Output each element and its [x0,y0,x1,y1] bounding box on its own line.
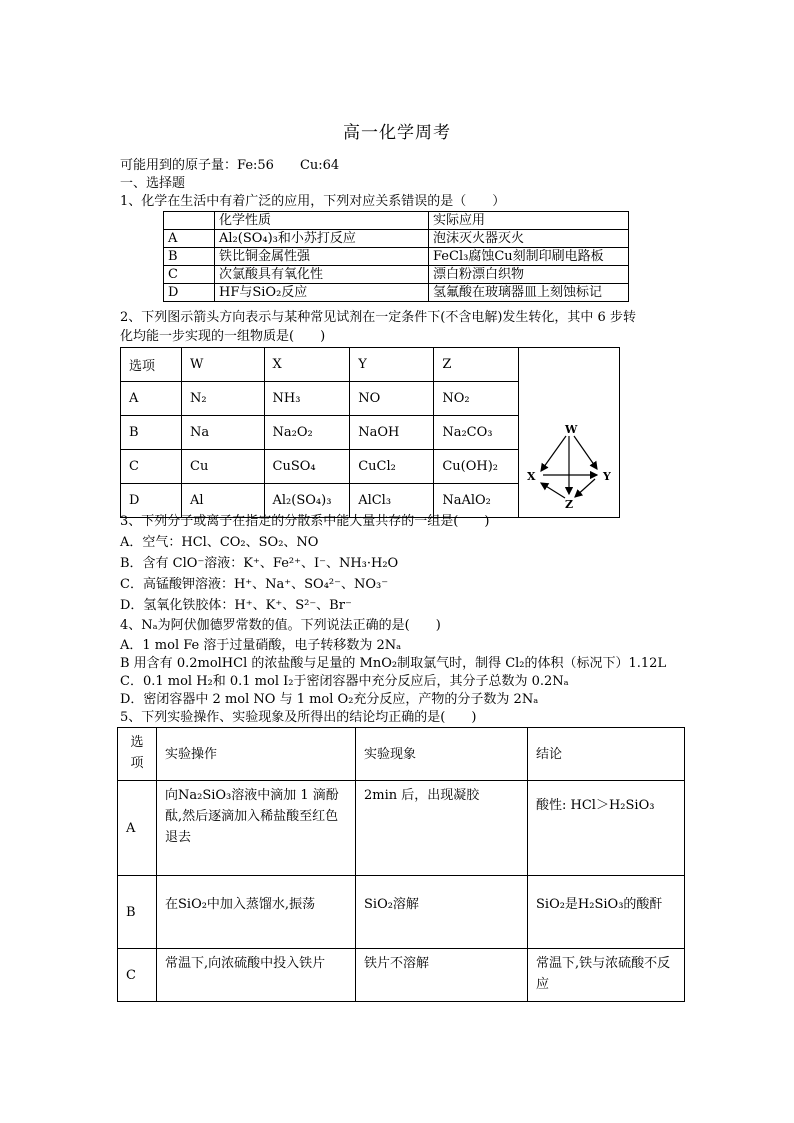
table-cell: 常温下,铁与浓硫酸不反应 [528,949,685,1002]
table-header-row [118,728,685,781]
table-row [164,248,629,266]
table-cell: Na₂CO₃ [434,416,519,450]
table-cell: 氢氟酸在玻璃器皿上刻蚀标记 [429,284,629,302]
table-row [164,266,629,284]
table-cell: 常温下,向浓硫酸中投入铁片 [157,949,356,1002]
table-cell: NO [350,382,434,416]
table-header-row [164,212,629,230]
table-cell: 铁比铜金属性强 [215,248,429,266]
diagram-label-w: W [565,422,578,436]
table-cell: 次氯酸具有氧化性 [215,266,429,284]
table-header-cell: 化学性质 [215,212,429,230]
table-cell: 铁片不溶解 [356,949,528,1002]
table-header-cell: 实验操作 [157,728,356,781]
section-heading: 一、选择题 [120,176,186,191]
table-row [164,230,629,248]
table-cell: Na [182,416,265,450]
table-cell: CuCl₂ [350,450,434,484]
table-cell: SiO₂是H₂SiO₃的酸酐 [528,876,685,949]
arrow-z-to-x [541,483,565,498]
table-cell: 2min 后，出现凝胶 [356,781,528,876]
q3-option-c: C．高锰酸钾溶液：H⁺、Na⁺、SO₄²⁻、NO₃⁻ [120,577,389,592]
atomic-masses-label: 可能用到的原子量： [120,158,238,173]
table-cell: SiO₂溶解 [356,876,528,949]
table-cell: Cu [182,450,265,484]
table-cell: 漂白粉漂白织物 [429,266,629,284]
table-cell: N₂ [182,382,265,416]
atomic-mass-fe: Fe:56 [237,158,274,173]
table-cell: B [164,248,215,266]
table-cell: A [121,382,182,416]
table-cell: 在SiO₂中加入蒸馏水,振荡 [157,876,356,949]
table-row [118,781,685,876]
conversion-diagram-cell [519,348,620,518]
table-cell: NH₃ [264,382,350,416]
atomic-masses [120,157,339,174]
q3-stem: 3、下列分子或离子在指定的分散系中能大量共存的一组是( ) [120,514,490,529]
table-header-row [121,348,620,382]
table-cell: NaAlO₂ [434,484,519,518]
table-cell: A [118,781,157,876]
table-cell: C [121,450,182,484]
table-cell: C [118,949,157,1002]
table-cell: D [121,484,182,518]
table-cell: FeCl₃腐蚀Cu刻制印刷电路板 [429,248,629,266]
q5-stem: 5、下列实验操作、实验现象及所得出的结论均正确的是( ) [120,710,477,725]
diagram-label-z: Z [565,497,574,511]
table-cell: D [164,284,215,302]
table-cell: 泡沫灭火器灭火 [429,230,629,248]
table-header-cell: 选项 [118,728,157,781]
table-header-cell: W [182,348,265,382]
q2-stem-line-2: 化均能一步实现的一组物质是( ) [120,329,326,344]
table-header-cell: Z [434,348,519,382]
table-header-cell: X [264,348,350,382]
table-cell: B [121,416,182,450]
table-header-cell: Y [350,348,434,382]
q3-option-d: D．氢氧化铁胶体：H⁺、K⁺、S²⁻、Br⁻ [120,598,352,613]
table-header-cell: 实验现象 [356,728,528,781]
table-row [164,284,629,302]
table-cell: NaOH [350,416,434,450]
table-header-cell: 实际应用 [429,212,629,230]
table-cell: Al [182,484,265,518]
diagram-label-x: X [527,469,536,483]
table-cell: 向Na₂SiO₃溶液中滴加 1 滴酚酞,然后逐滴加入稀盐酸至红色退去 [157,781,356,876]
table-cell: 酸性: HCl＞H₂SiO₃ [528,781,685,876]
q2-table [120,347,620,518]
table-cell: Cu(OH)₂ [434,450,519,484]
q3-option-b: B．含有 ClO⁻溶液：K⁺、Fe²⁺、I⁻、NH₃·H₂O [120,556,399,571]
table-cell: CuSO₄ [264,450,350,484]
q5-table [117,727,685,1002]
q2-stem-line-1: 2、下列图示箭头方向表示与某种常见试剂在一定条件下(不含电解)发生转化，其中 6 步转 [120,310,636,325]
table-row [118,949,685,1002]
q4-option-d: D．密闭容器中 2 mol NO 与 1 mol O₂充分反应，产物的分子数为 2Nₐ [120,692,539,707]
q4-option-b: B 用含有 0.2molHCl 的浓盐酸与足量的 MnO₂制取氯气时，制得 Cl₂的体积（标况下）1.12L [120,656,667,671]
arrow-w-to-x [541,436,566,471]
table-cell: A [164,230,215,248]
page-title: 高一化学周考 [343,123,451,143]
q3-option-a: A．空气：HCl、CO₂、SO₂、NO [120,535,319,550]
table-cell: AlCl₃ [350,484,434,518]
diagram-label-y: Y [603,469,611,483]
table-row [118,876,685,949]
table-cell: Al₂(SO₄)₃和小苏打反应 [215,230,429,248]
q4-option-a: A．1 mol Fe 溶于过量硝酸，电子转移数为 2Nₐ [120,638,402,653]
table-cell: HF与SiO₂反应 [215,284,429,302]
q4-stem: 4、Nₐ为阿伏伽德罗常数的值。下列说法正确的是( ) [120,618,441,633]
table-cell: Na₂O₂ [264,416,350,450]
q4-option-c: C．0.1 mol H₂和 0.1 mol I₂于密闭容器中充分反应后，其分子总数为 0.2Nₐ [120,674,569,689]
table-header-cell [164,212,215,230]
atomic-mass-cu: Cu:64 [299,158,340,173]
table-cell: NO₂ [434,382,519,416]
table-cell: Al₂(SO₄)₃ [264,484,350,518]
table-header-cell: 结论 [528,728,685,781]
q1-stem: 1、化学在生活中有着广泛的应用，下列对应关系错误的是（ ） [120,194,506,209]
arrow-w-to-y [574,436,597,469]
table-cell: C [164,266,215,284]
q1-table [163,211,629,302]
conversion-diagram [519,351,619,511]
table-cell: B [118,876,157,949]
table-header-cell: 选项 [121,348,182,382]
arrow-y-to-z [575,479,595,497]
